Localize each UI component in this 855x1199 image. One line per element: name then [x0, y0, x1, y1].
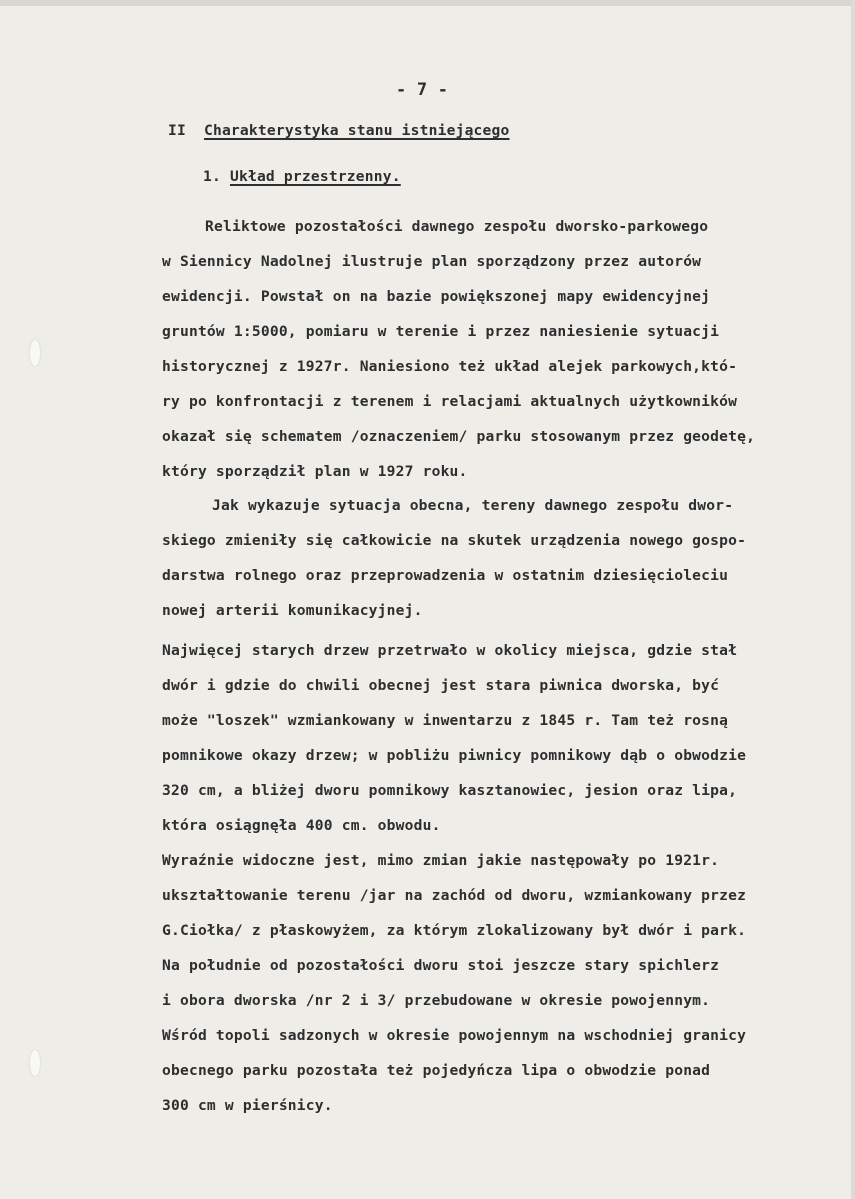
text-line: Na południe od pozostałości dworu stoi jeszcze stary spichlerz — [162, 957, 720, 974]
page-top-edge — [0, 0, 855, 6]
text-line: darstwa rolnego oraz przeprowadzenia w ostatnim dziesięcioleciu — [162, 567, 729, 584]
text-line: może "loszek" wzmiankowany w inwentarzu z 1845 r. Tam też rosną — [162, 712, 729, 729]
text-line: 300 cm w pierśnicy. — [162, 1097, 333, 1114]
text-line: 320 cm, a bliżej dworu pomnikowy kasztanowiec, jesion oraz lipa, — [162, 782, 738, 799]
subsection-heading — [203, 168, 401, 185]
text-line: Jak wykazuje sytuacja obecna, tereny dawnego zespołu dwor- — [212, 497, 734, 514]
page-right-edge — [851, 0, 855, 1199]
page-number: - 7 - — [396, 80, 449, 100]
text-line: który sporządził plan w 1927 roku. — [162, 463, 468, 480]
text-line: w Siennicy Nadolnej ilustruje plan sporządzony przez autorów — [162, 253, 702, 270]
text-line: pomnikowe okazy drzew; w pobliżu piwnicy pomnikowy dąb o obwodzie — [162, 747, 747, 764]
section-heading — [168, 122, 510, 139]
text-line: nowej arterii komunikacyjnej. — [162, 602, 423, 619]
text-line: historycznej z 1927r. Naniesiono też układ alejek parkowych,któ- — [162, 358, 738, 375]
text-line: i obora dworska /nr 2 i 3/ przebudowane w okresie powojennym. — [162, 992, 711, 1009]
section-title: Charakterystyka stanu istniejącego — [203, 122, 510, 139]
subsection-title: Układ przestrzenny. — [229, 168, 401, 185]
subsection-number: 1. — [203, 168, 221, 185]
text-line: skiego zmieniły się całkowicie na skutek urządzenia nowego gospo- — [162, 532, 747, 549]
punch-hole-bottom — [30, 1050, 40, 1076]
text-line: okazał się schematem /oznaczeniem/ parku stosowanym przez geodetę, — [162, 428, 756, 445]
text-line: Wśród topoli sadzonych w okresie powojennym na wschodniej granicy — [162, 1027, 747, 1044]
text-line: Wyraźnie widoczne jest, mimo zmian jakie następowały po 1921r. — [162, 852, 720, 869]
text-line: ukształtowanie terenu /jar na zachód od dworu, wzmiankowany przez — [162, 887, 747, 904]
section-numeral: II — [168, 122, 186, 139]
text-line: G.Ciołka/ z płaskowyżem, za którym zlokalizowany był dwór i park. — [162, 922, 747, 939]
text-line: Reliktowe pozostałości dawnego zespołu dworsko-parkowego — [205, 218, 709, 235]
text-line: gruntów 1:5000, pomiaru w terenie i przez naniesienie sytuacji — [162, 323, 720, 340]
text-line: obecnego parku pozostała też pojedyńcza lipa o obwodzie ponad — [162, 1062, 711, 1079]
punch-hole-top — [30, 340, 40, 366]
text-line: która osiągnęła 400 cm. obwodu. — [162, 817, 441, 834]
text-line: ewidencji. Powstał on na bazie powiększonej mapy ewidencyjnej — [162, 288, 711, 305]
text-line: dwór i gdzie do chwili obecnej jest stara piwnica dworska, być — [162, 677, 720, 694]
text-line: Najwięcej starych drzew przetrwało w okolicy miejsca, gdzie stał — [162, 642, 738, 659]
text-line: ry po konfrontacji z terenem i relacjami aktualnych użytkowników — [162, 393, 738, 410]
